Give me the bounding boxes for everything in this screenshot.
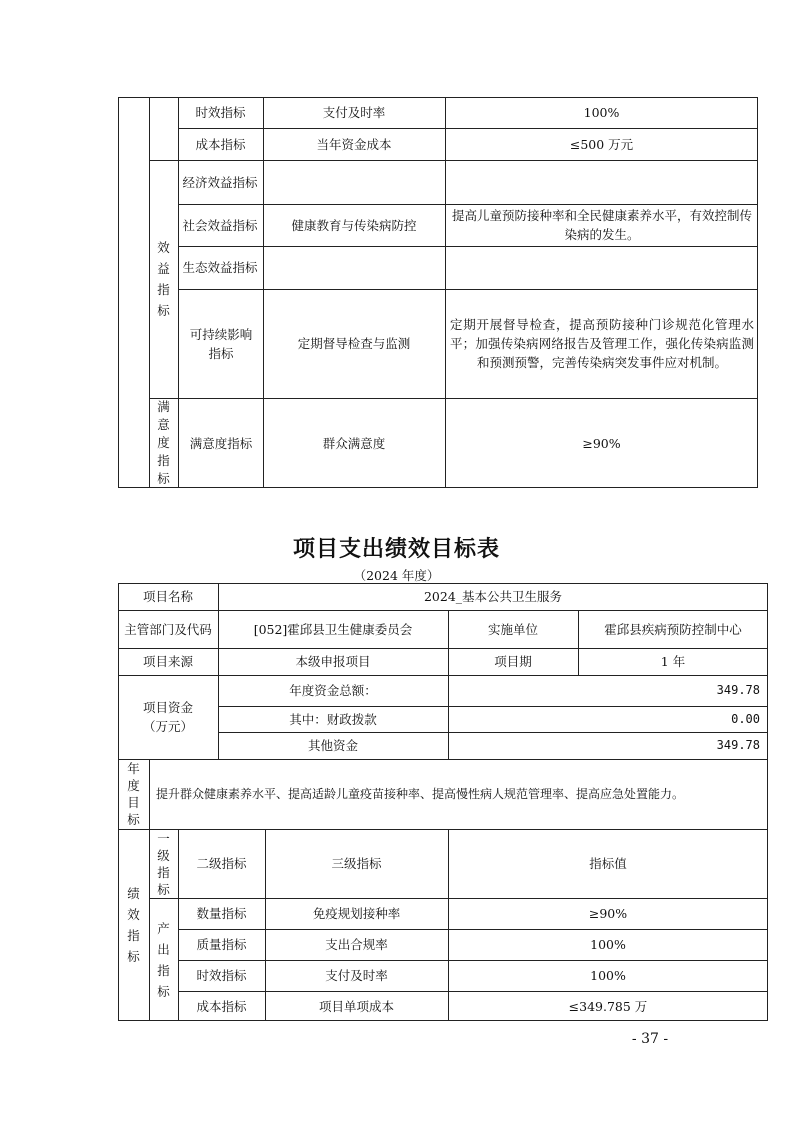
perf-indicator-label: 绩 效 指 标 [127,886,140,964]
l3-cell: 群众满意度 [322,435,386,451]
value-cell: ≤500 万元 [569,136,634,152]
l3-cell [263,160,445,204]
period-value: 1 年 [660,654,686,669]
table-row-l3: 支出合规率 [325,937,388,952]
period-label: 项目期 [494,654,532,669]
l3-cell: 支付及时率 [322,105,386,120]
l2-cell: 可持续影响指标 [189,326,253,361]
l3-cell: 健康教育与传染病防控 [291,217,417,233]
header-l2: 二级指标 [196,856,247,871]
impl-value: 霍邱县疾病预防控制中心 [604,621,742,637]
year-subtitle: （2024 年度） [353,568,440,583]
project-name: 2024_基本公共卫生服务 [423,589,563,604]
table-row-l3: 免疫规划接种率 [312,906,401,921]
table-row-l2: 时效指标 [196,968,247,983]
table-row-value: ≤349.785 万 [568,998,648,1014]
value-cell: 定期开展督导检查，提高预防接种门诊规范化管理水平；加强传染病网络报告及管理工作，强化传染病监测和预测预警，完善传染病突发事件应对机制。 [450,317,754,370]
dept-label: 主管部门及代码 [124,621,212,637]
funds-other-value: 349.78 [716,738,760,752]
project-name-label: 项目名称 [142,589,193,604]
funds-total-value: 349.78 [716,683,760,697]
funds-fiscal-label: 其中：财政拨款 [289,711,377,727]
table-row-value: 100% [590,968,626,983]
l2-cell: 成本指标 [195,136,246,152]
funds-other-label: 其他资金 [307,738,358,753]
value-cell: 100% [583,105,620,120]
table-row-l2: 质量指标 [196,937,247,952]
source-label: 项目来源 [142,654,193,669]
page-number: - 37 - [631,1031,669,1047]
table-row-l2: 数量指标 [196,906,247,921]
page-title: 项目支出绩效目标表 [292,537,500,562]
source-value: 本级申报项目 [295,654,371,669]
l2-cell: 经济效益指标 [182,174,258,190]
l3-cell: 定期督导检查与监测 [297,336,411,351]
l3-cell: 当年资金成本 [316,136,392,152]
funds-label: 项目资金 （万元） [142,700,193,734]
value-cell [445,160,758,204]
value-cell: ≥90% [582,435,621,451]
table-row-value: 100% [590,937,626,952]
l2-cell: 满意度指标 [189,435,253,451]
l2-cell: 时效指标 [195,105,246,120]
l3-cell [263,246,445,289]
header-l3: 三级指标 [331,856,382,871]
table-row-l3: 支付及时率 [325,968,388,983]
annual-goal: 提升群众健康素养水平、提高适龄儿童疫苗接种率、提高慢性病人规范管理率、提高应急处置能力。 [156,786,685,801]
table-row-l2: 成本指标 [196,998,247,1014]
table-row-l3: 项目单项成本 [318,998,394,1014]
benefit-group-label: 效 益 指 标 [157,240,170,318]
value-cell: 提高儿童预防接种率和全民健康素养水平，有效控制传染病的发生。 [451,208,752,242]
funds-fiscal-value: 0.00 [731,711,760,726]
value-cell [445,246,758,289]
impl-label: 实施单位 [487,621,538,637]
header-l1: 一 级 指 标 [157,830,170,897]
output-group-label: 产 出 指 标 [157,920,170,999]
satisfaction-group-label: 满 意 度 指 标 [157,399,170,486]
l2-cell: 社会效益指标 [182,217,258,233]
funds-total-label: 年度资金总额： [289,683,377,698]
annual-goal-label: 年 度 目 标 [127,761,140,827]
dept-value: [052]霍邱县卫生健康委员会 [253,621,413,637]
table-row-value: ≥90% [588,906,628,921]
header-value: 指标值 [589,856,627,871]
l2-cell: 生态效益指标 [182,260,258,275]
